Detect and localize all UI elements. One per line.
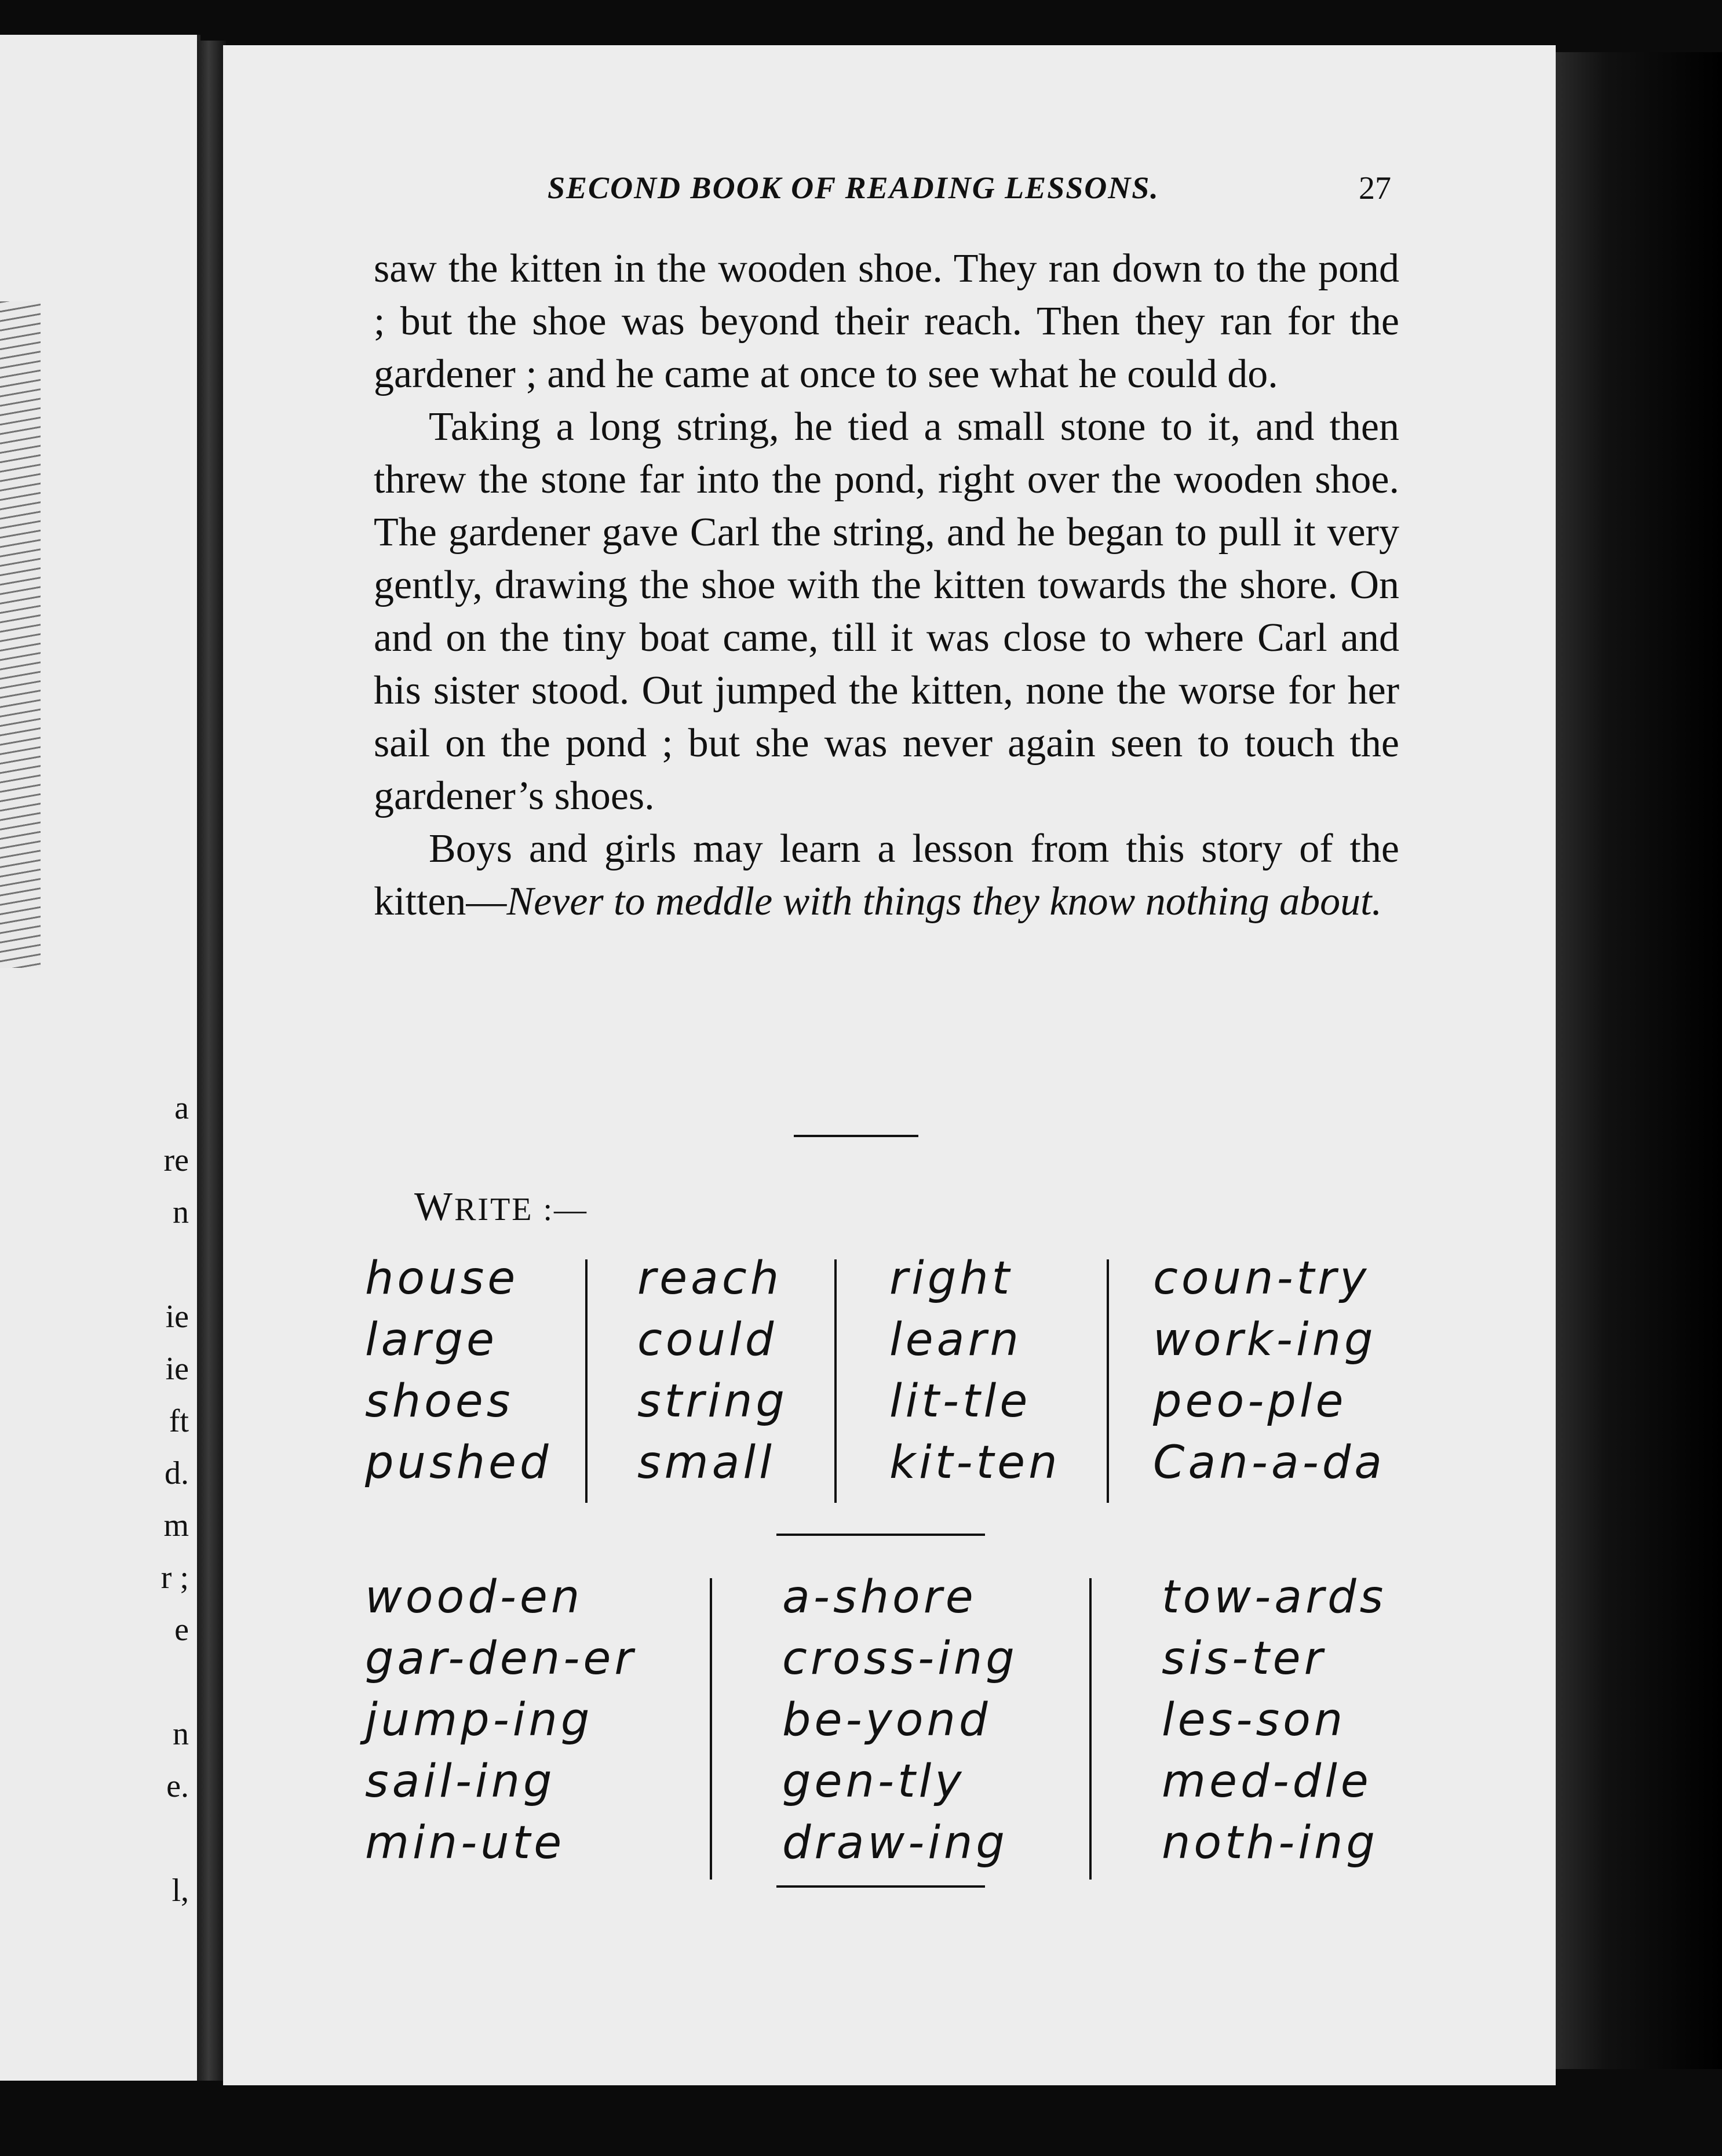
- paragraph-1: saw the kitten in the wooden shoe. They ran down to the pond ; but the shoe was beyond their reach. Then they ran for the gardener ; and he came at once to see what he could do.: [374, 246, 1399, 396]
- word: peo-ple: [1153, 1375, 1347, 1427]
- column-divider: [585, 1259, 588, 1503]
- word: string: [637, 1375, 788, 1427]
- word: large: [365, 1314, 498, 1366]
- word: lit-tle: [889, 1375, 1031, 1427]
- left-page-text-fragment: e.: [166, 1768, 189, 1804]
- spelling-grid-1: [365, 1248, 1408, 1509]
- word: be-yond: [782, 1694, 991, 1746]
- grid2-column-1: [365, 1567, 636, 1874]
- word: les-son: [1162, 1694, 1347, 1746]
- left-page-text-fragment: n: [173, 1716, 189, 1752]
- word: sail-ing: [365, 1756, 556, 1808]
- grid-divider: [776, 1534, 985, 1536]
- left-page-illustration: [0, 301, 41, 968]
- grid2-column-3: [1162, 1567, 1387, 1874]
- word: gen-tly: [782, 1756, 965, 1808]
- left-page-text-fragment: e: [174, 1612, 189, 1648]
- page-edge: [1556, 52, 1722, 2069]
- left-page-text-fragment: l,: [172, 1873, 189, 1909]
- left-page-text-fragment: re: [163, 1142, 189, 1178]
- word: a-shore: [782, 1571, 977, 1623]
- word: learn: [889, 1314, 1022, 1366]
- spelling-grid-2: [365, 1567, 1408, 1891]
- write-heading: [414, 1184, 588, 1230]
- column-divider: [710, 1578, 712, 1880]
- word: coun-try: [1153, 1252, 1370, 1305]
- left-page-text-fragment: ie: [165, 1299, 189, 1335]
- paragraph-2: Taking a long string, he tied a small stone to it, and then threw the stone far into the pond, right over the wooden shoe. The gardener gave Carl the string, and he began to pull it very gently, drawing the shoe with the kitten towards the shore. On and on the tiny boat came, till it was close to where Carl and his sister stood. Out jumped the kitten, none the worse for her sail on the pond ; but she was never again seen to touch the gardener’s shoes.: [374, 405, 1399, 818]
- grid1-column-1: [365, 1248, 552, 1494]
- left-page-text-fragment: n: [173, 1194, 189, 1230]
- word: work-ing: [1153, 1314, 1377, 1366]
- book-gutter: [197, 41, 226, 2081]
- word: house: [365, 1252, 519, 1305]
- word: kit-ten: [889, 1437, 1061, 1489]
- word: could: [637, 1314, 778, 1366]
- word: noth-ing: [1162, 1817, 1378, 1869]
- word: sis-ter: [1162, 1633, 1326, 1685]
- book-page: [223, 45, 1556, 2085]
- left-facing-page: [0, 35, 200, 2081]
- page-number: 27: [1359, 170, 1391, 206]
- word: right: [889, 1252, 1013, 1305]
- left-page-text-fragment: a: [174, 1090, 189, 1126]
- running-header: SECOND BOOK OF READING LESSONS.: [548, 170, 1159, 205]
- left-page-text-fragment: ie: [165, 1351, 189, 1387]
- word: wood-en: [365, 1571, 583, 1623]
- column-divider: [1107, 1259, 1109, 1503]
- word: min-ute: [365, 1817, 566, 1869]
- left-page-text-fragment: ft: [169, 1403, 189, 1439]
- paragraph-3-text: Boys and girls may learn a lesson from this story of the kitten—: [374, 826, 1399, 924]
- grid2-column-2: [782, 1567, 1018, 1874]
- grid1-column-3: [889, 1248, 1061, 1494]
- left-page-text-fragment: d.: [165, 1455, 189, 1491]
- write-heading-rest: RITE :—: [454, 1192, 589, 1228]
- grid1-column-4: [1153, 1248, 1385, 1494]
- moral-text: Never to meddle with things they know nothing about.: [506, 879, 1382, 924]
- write-heading-initial: W: [414, 1185, 455, 1229]
- word: Can-a-da: [1153, 1437, 1386, 1489]
- word: cross-ing: [782, 1633, 1018, 1685]
- paragraph-3: [374, 822, 1399, 928]
- word: draw-ing: [782, 1817, 1008, 1869]
- word: small: [637, 1437, 775, 1489]
- word: med-dle: [1162, 1756, 1372, 1808]
- column-divider: [1089, 1578, 1092, 1880]
- word: pushed: [365, 1437, 552, 1489]
- end-divider: [776, 1885, 985, 1888]
- column-divider: [834, 1259, 837, 1503]
- word: reach: [637, 1252, 783, 1305]
- left-page-text-fragment: r ;: [160, 1560, 189, 1596]
- word: shoes: [365, 1375, 514, 1427]
- section-divider: [794, 1135, 918, 1137]
- left-page-text-fragment: m: [163, 1507, 189, 1543]
- word: gar-den-er: [365, 1633, 637, 1685]
- story-text: [374, 242, 1399, 928]
- word: jump-ing: [365, 1694, 593, 1746]
- word: tow-ards: [1162, 1571, 1387, 1623]
- grid1-column-2: [637, 1248, 788, 1494]
